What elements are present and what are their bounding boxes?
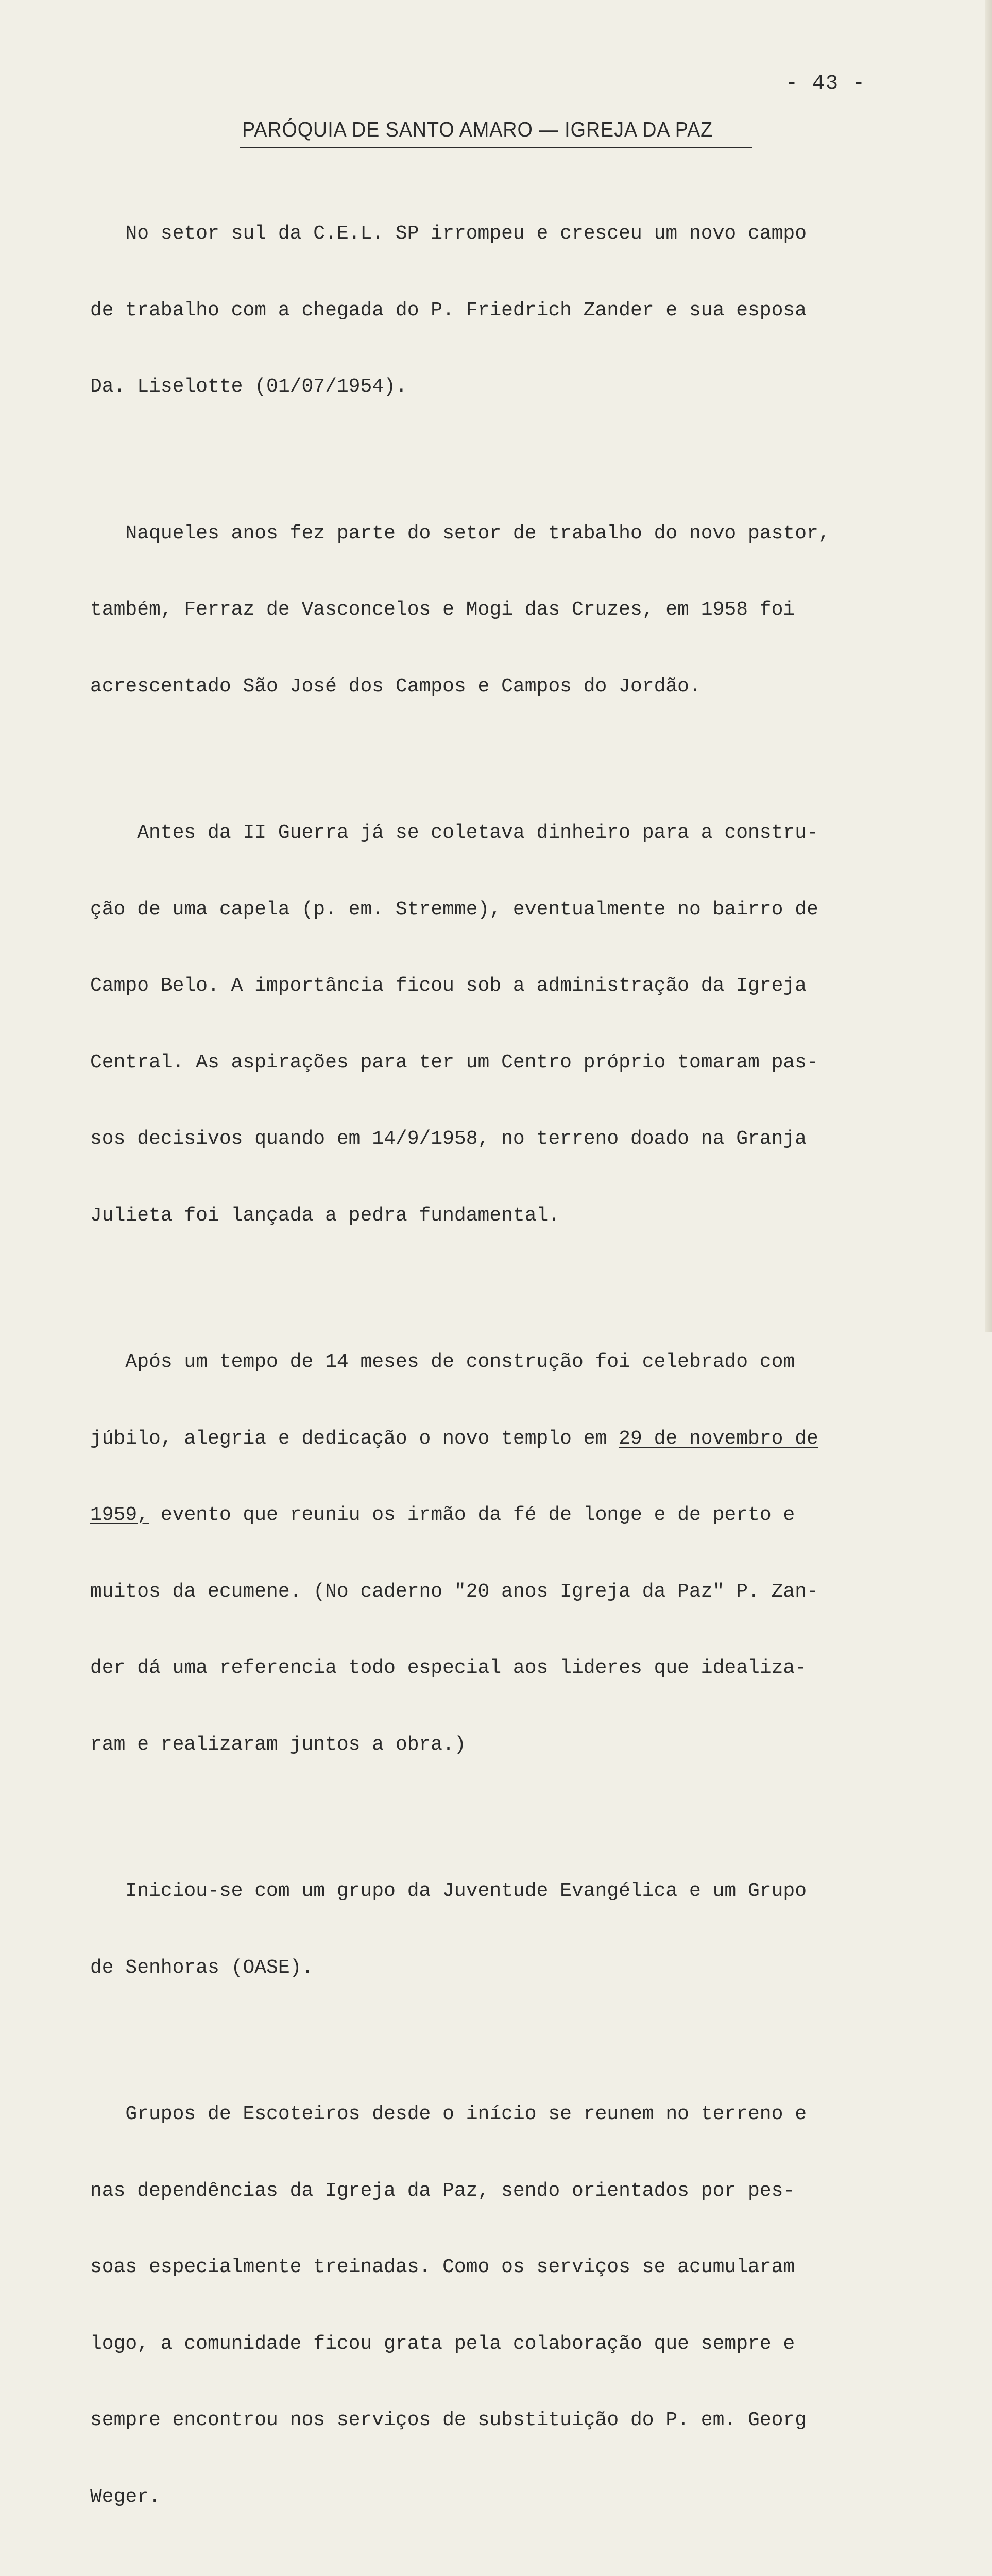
text-line: Iniciou-se com um grupo da Juventude Evangélica e um Grupo — [90, 1880, 807, 1902]
text-line: de Senhoras (OASE). — [90, 1956, 314, 1979]
text-line: acrescentado São José dos Campos e Campos do Jordão. — [90, 675, 701, 698]
text-line: Grupos de Escoteiros desde o início se reunem no terreno e — [90, 2103, 807, 2125]
text-line: nas dependências da Igreja da Paz, sendo orientados por pes- — [90, 2179, 795, 2202]
text-line: Antes da II Guerra já se coletava dinheiro para a constru- — [90, 822, 818, 844]
text-line: sempre encontrou nos serviços de substituição do P. em. Georg — [90, 2409, 807, 2431]
text-line: também, Ferraz de Vasconcelos e Mogi das Cruzes, em 1958 foi — [90, 599, 795, 621]
text-line: logo, a comunidade ficou grata pela colaboração que sempre e — [90, 2332, 795, 2355]
text-line: de trabalho com a chegada do P. Friedrich Zander e sua esposa — [90, 299, 807, 321]
paragraph-5 — [90, 1827, 904, 2031]
text-line: Weger. — [90, 2485, 161, 2508]
text-line: ção de uma capela (p. em. Stremme), eventualmente no bairro de — [90, 898, 818, 921]
text-line: Julieta foi lançada a pedra fundamental. — [90, 1204, 560, 1227]
underlined-date: 29 de novembro de — [619, 1427, 818, 1450]
paragraph-6 — [90, 2050, 904, 2561]
text-line: Naqueles anos fez parte do setor de trabalho do novo pastor, — [90, 522, 830, 545]
text-line: der dá uma referencia todo especial aos lideres que idealiza- — [90, 1657, 807, 1679]
document-body — [90, 170, 904, 2576]
text-line: Central. As aspirações para ter um Centro próprio tomaram pas- — [90, 1051, 818, 1074]
text-line: muitos da ecumene. (No caderno "20 anos Igreja da Paz" P. Zan- — [90, 1580, 818, 1603]
underlined-year: 1959, — [90, 1504, 149, 1526]
title-underline — [240, 147, 752, 148]
page-title: PARÓQUIA DE SANTO AMARO — IGREJA DA PAZ — [242, 117, 713, 141]
page-number: - 43 - — [785, 72, 866, 95]
text-segment: evento que reuniu os irmão da fé de longe e de perto e — [149, 1504, 795, 1526]
text-segment: júbilo, alegria e dedicação o novo templo em — [90, 1427, 619, 1450]
text-line: ram e realizaram juntos a obra.) — [90, 1733, 466, 1756]
text-line — [90, 1502, 904, 1528]
text-line: Campo Belo. A importância ficou sob a administração da Igreja — [90, 975, 807, 997]
text-line: Da. Liselotte (01/07/1954). — [90, 376, 407, 398]
paragraph-1 — [90, 170, 904, 451]
paragraph-2 — [90, 470, 904, 751]
paragraph-3 — [90, 769, 904, 1279]
text-line: Após um tempo de 14 meses de construção foi celebrado com — [90, 1351, 795, 1373]
text-line — [90, 1426, 904, 1452]
text-line: soas especialmente treinadas. Como os serviços se acumularam — [90, 2256, 795, 2278]
text-line: No setor sul da C.E.L. SP irrompeu e cresceu um novo campo — [90, 223, 807, 245]
text-line: sos decisivos quando em 14/9/1958, no terreno doado na Granja — [90, 1128, 807, 1150]
paragraph-4 — [90, 1298, 904, 1808]
page-edge — [985, 0, 992, 1332]
